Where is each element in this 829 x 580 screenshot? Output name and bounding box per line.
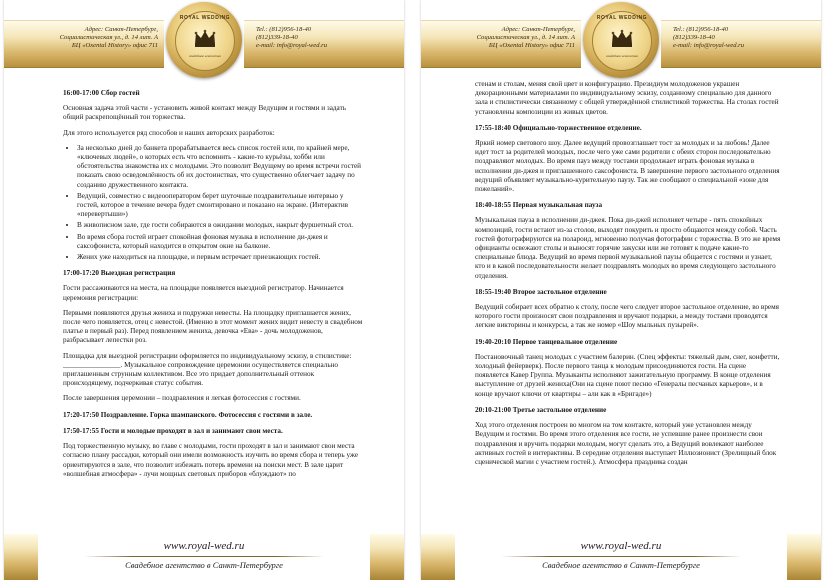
paragraph: Постановочный танец молодых с участием балерин. (Спец эффекты: тяжелый дым, снег, конфетти, холодный фейерверк). После первого танца к молодым присоединяются гости. На сцене появляется Кавер Группа. Музыканты исполняют зажигательную программу. В конце отделения выступление от друзей жениха(Они на сцене поют песню «Генералы песчаных карьеров», и в конце вручают ключи от квартиры – али как в «Бригаде») bbox=[475, 352, 780, 398]
paragraph: Яркий номер светового шоу. Далее ведущий провозглашает тост за молодых и за любовь! Далее идет тост за родителей молодых, после чего уже сами родители с обеих сторон последовательно поздравляют молодых. Во время пауз между тостами продолжает играть фоновая музыка в исполнении ди-джея и приглашенного саксофониста. В завершение первого застольного отделения ведущий объявляет музыкально-курительную паузу. Так же сообщают о специальной «зоне для пожеланий». bbox=[475, 139, 780, 194]
email-line: e-mail: info@royal-wed.ru bbox=[673, 42, 745, 50]
section-heading: 18:40-18:55 Первая музыкальная пауза bbox=[475, 201, 603, 210]
email-line: e-mail: info@royal-wed.ru bbox=[256, 42, 328, 50]
address-line: Адрес: Санкт-Петербург, bbox=[501, 26, 575, 33]
royal-wedding-logo bbox=[583, 2, 659, 78]
address-line: Социалистическая ул., д. 14 лит. А bbox=[476, 34, 575, 42]
page-content bbox=[63, 82, 363, 485]
document-page-left bbox=[4, 0, 404, 580]
section-heading: 20:10-21:00 Третье застольное отделение bbox=[475, 405, 607, 414]
footer-gold-band-right bbox=[787, 534, 821, 580]
page-footer bbox=[4, 534, 404, 580]
paragraph: Гости рассаживаются на места, на площадке появляется выездной регистратор. Начинается церемония регистрации: bbox=[63, 284, 344, 302]
phone-line: (812)339-18-40 bbox=[256, 34, 298, 42]
paragraph: стенам и столам, меняя свой цвет и конфигурацию. Президиум молодоженов украшен декорационными материалами по индивидуальному эскизу, созданному специально для данного зала и стилистически связанному с общей утверждённой стилистикой торжества. На столах гостей установлены композиции из живых цветов. bbox=[475, 80, 779, 116]
address-line: Адрес: Санкт-Петербург, bbox=[84, 26, 158, 33]
footer-divider bbox=[501, 556, 741, 557]
section-heading: 16:00-17:00 Сбор гостей bbox=[63, 89, 140, 97]
website-url: www.royal-wed.ru bbox=[163, 540, 245, 552]
bullet-item: • Жених уже находиться на площадке, и первым встречает приезжающих гостей. bbox=[77, 253, 363, 262]
bullet-item: • Во время сбора гостей играет спокойная фоновая музыка в исполнение ди-джея и саксофониста, который находится в открытом окне на балконе. bbox=[77, 233, 363, 251]
paragraph: Площадка для выездной регистрации оформляется по индивидуальному эскизу, в стилистике: ________________. Музыкальное сопровождение церемонии осуществляется специально приглашенным струнным коллективом. Все это придает дополнительный оттенок происходящему, подчеркивая статус события. bbox=[63, 351, 352, 388]
page-header bbox=[4, 0, 404, 74]
footer-tagline: Свадебное агентство в Санкт-Петербурге bbox=[542, 560, 700, 570]
paragraph: Первыми появляются друзья жениха и подружки невесты. На площадку приглашается жених, после чего появляется, отец с невестой. (Именно в этот момент жених видит невесту в свадебном платье в первый раз). Перед появлением жениха, девочка «Ева» - дочь молодоженов, разбрасывает лепестки роз. bbox=[63, 308, 363, 345]
paragraph: Для этого используется ряд способов и наших авторских разработок: bbox=[63, 128, 275, 137]
page-header bbox=[421, 0, 821, 74]
address-line: Социалистическая ул., д. 14 лит. А bbox=[59, 34, 158, 42]
logo-tagline: свадебное агентство bbox=[605, 54, 639, 58]
address-line: БЦ «Oxental History» офис 711 bbox=[71, 42, 158, 50]
paragraph: Музыкальная пауза в исполнении ди-джея. Пока ди-джей исполняет четыре - пять спокойных композиций, гости встают из-за столов, выходят покурить и просто общаются между собой. Часть гостей фотографируются на полароид, мгновенно получая фотографии с торжества. В это же время официанты освежают столы и выносят горячие закуски или же готовят к подаче какие-то специальные блюда. Ведущий во время первой музыкальной паузы общается с гостями и узнает, кто и в какой последовательности желает поздравлять молодых во время следующего застольного отделения. bbox=[475, 216, 781, 280]
footer-gold-band-left bbox=[4, 534, 38, 580]
footer-tagline: Свадебное агентство в Санкт-Петербурге bbox=[125, 560, 283, 570]
logo-tagline: свадебное агентство bbox=[188, 54, 222, 58]
paragraph: После завершения церемонии – поздравления и легкая фотосессия с гостями. bbox=[63, 394, 301, 403]
contact-block bbox=[673, 26, 813, 51]
address-line: БЦ «Oxental History» офис 711 bbox=[488, 42, 575, 50]
contact-block bbox=[256, 26, 396, 51]
bullet-item: • За несколько дней до банкета прорабатывается весь список гостей или, по крайней мере, «ключевых людей», о которых есть что вспомнить - какие-то курьёзы, хобби или обстоятельства знакомства их с молодыми. Это позволит Ведущему во время встречи гостей показать свою осведомлённость об их достоинствах, что существенно облегчает задачу по созданию дружественного контакта. bbox=[77, 144, 363, 190]
footer-gold-band-left bbox=[421, 534, 455, 580]
paragraph: Основная задача этой части - установить живой контакт между Ведущим и гостями и задать общий раскрепощённый тон торжества. bbox=[63, 104, 346, 122]
crown-icon bbox=[610, 28, 634, 48]
address-block bbox=[435, 26, 575, 51]
page-content bbox=[475, 80, 781, 473]
bullet-item: • В живописном зале, где гости собираются в ожидании молодых, накрыт фуршетный стол. bbox=[77, 221, 363, 230]
document-page-right bbox=[421, 0, 821, 580]
crown-icon bbox=[193, 28, 217, 48]
paragraph: Ведущий собирает всех обратно к столу, после чего следует второе застольное отделение, во время которого гости произносят свои поздравления и вручают подарки, а между тостами проводятся легкие викторины и конкурсы, а так же номер «Шоу мыльных пузырей». bbox=[475, 303, 779, 330]
section-heading: 17:20-17:50 Поздравление. Горка шампанского. Фотосессия с гостями в зале. bbox=[63, 410, 313, 419]
section-heading: 17:00-17:20 Выездная регистрация bbox=[63, 269, 176, 278]
page-footer bbox=[421, 534, 821, 580]
section-heading: 19:40-20:10 Первое танцевальное отделение bbox=[475, 337, 618, 346]
website-url: www.royal-wed.ru bbox=[580, 540, 662, 552]
paragraph: Ход этого отделения построен во многом на том контакте, который уже установлен между Ведущим и гостями. Во время этого отделения все гости, не успевшие ранее произнести свои поздравления и вручить подарки молодым, могут сделать это, а Ведущий вовлекают наиболее активных гостей в интерактивы. В середине отделения выступает Иллюзионист (Зрелищный блок сценической магии с участием гостей.). Атмосфера праздника создан bbox=[475, 421, 777, 466]
section-heading: 18:55-19:40 Второе застольное отделение bbox=[475, 287, 607, 296]
bullet-list bbox=[63, 144, 363, 262]
phone-line: (812)339-18-40 bbox=[673, 34, 715, 42]
section-heading: 17:50-17:55 Гости и молодые проходят в зал и занимают свои места. bbox=[63, 426, 283, 435]
section-heading: 17:55-18:40 Официально-торжественное отделение. bbox=[475, 123, 642, 132]
footer-divider bbox=[84, 556, 324, 557]
bullet-item: • Ведущий, совместно с видеооператором берет шуточные поздравительные интервью у гостей, которое в течение вечера будет смонтировано и показано на экране. (Интерактив «перевертыши») bbox=[77, 192, 363, 220]
royal-wedding-logo bbox=[166, 2, 242, 78]
logo-text: ROYAL WEDDING bbox=[179, 15, 231, 21]
address-block bbox=[18, 26, 158, 51]
phone-line: Tel.: (812)956-18-40 bbox=[256, 26, 312, 33]
phone-line: Tel.: (812)956-18-40 bbox=[673, 26, 729, 33]
paragraph: Под торжественную музыку, во главе с молодыми, гости проходят в зал и занимают свои места согласно плану рассадки, который они имели возможность изучить во время сбора и теперь уже ориентируются в зале, что позволит избежать потерь времени на поиски мест. В зале царит «волшебная атмосфера» - лучи мощных световых приборов «блуждают» по bbox=[63, 442, 359, 478]
logo-text: ROYAL WEDDING bbox=[596, 15, 648, 21]
footer-gold-band-right bbox=[370, 534, 404, 580]
